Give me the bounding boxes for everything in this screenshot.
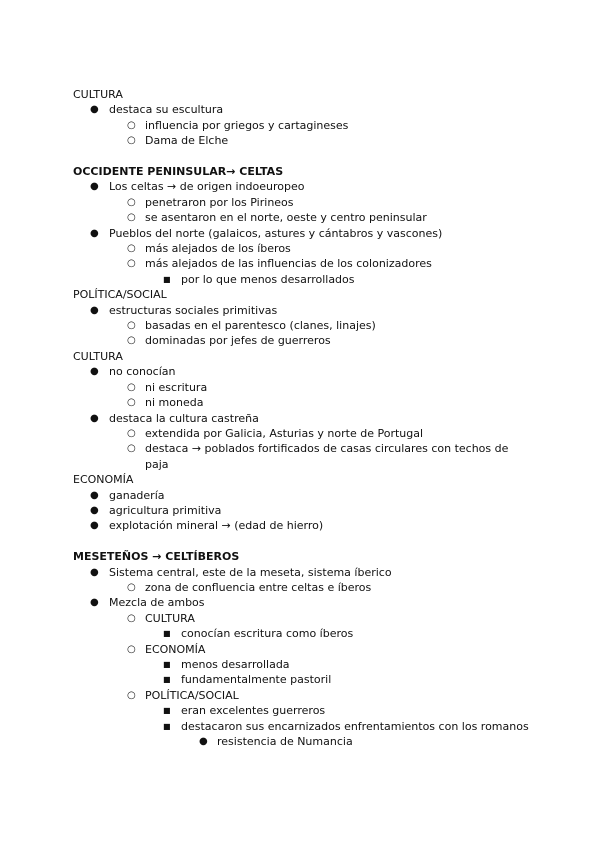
- disc-bullet-icon: ●: [90, 489, 99, 501]
- heading-text: CULTURA: [73, 88, 123, 101]
- list-item: [73, 195, 533, 210]
- list-item: [73, 102, 533, 117]
- disc-bullet-icon: ●: [90, 597, 99, 609]
- list-item-text: Los celtas → de origen indoeuropeo: [109, 180, 305, 194]
- list-item-text: más alejados de los íberos: [145, 242, 291, 256]
- section-title-celtiberos: [73, 549, 533, 564]
- document-body: [73, 87, 533, 749]
- list-item: [73, 626, 533, 641]
- list-item: [73, 272, 533, 287]
- list-item: [73, 441, 533, 472]
- list-item-text: estructuras sociales primitivas: [109, 303, 278, 317]
- circle-bullet-icon: ○: [127, 212, 136, 224]
- disc-bullet-icon: ●: [90, 504, 99, 516]
- list-item-text: fundamentalmente pastoril: [181, 673, 332, 687]
- square-bullet-icon: ■: [163, 706, 171, 716]
- list-item: [73, 595, 533, 610]
- list-item: [73, 333, 533, 348]
- circle-bullet-icon: ○: [127, 381, 136, 393]
- heading-text: CULTURA: [73, 349, 123, 363]
- disc-bullet-icon: ●: [90, 520, 99, 532]
- list-item-text: dominadas por jefes de guerreros: [145, 334, 331, 348]
- list-item: [73, 411, 533, 426]
- spacer: [73, 534, 533, 549]
- list-item: [73, 657, 533, 672]
- list-item: [73, 179, 533, 194]
- list-item-text: no conocían: [109, 365, 176, 379]
- list-item: [73, 672, 533, 687]
- list-item: [73, 380, 533, 395]
- list-item-text: Sistema central, este de la meseta, sistema íberico: [109, 565, 392, 579]
- circle-bullet-icon: ○: [127, 243, 136, 255]
- list-item-text: Dama de Elche: [145, 134, 229, 148]
- square-bullet-icon: ■: [163, 274, 171, 284]
- list-item: [73, 580, 533, 595]
- list-item-text: resistencia de Numancia: [217, 735, 353, 749]
- list-item: [73, 719, 533, 734]
- list-item: [73, 133, 533, 148]
- list-item: [73, 318, 533, 333]
- list-item: [73, 734, 533, 749]
- list-item-text: eran excelentes guerreros: [181, 704, 326, 718]
- list-item: [73, 642, 533, 657]
- section-title-celtas: [73, 164, 533, 179]
- heading-economia: [73, 472, 533, 487]
- list-item-text: destaca → poblados fortificados de casas circulares con techos de paja: [145, 442, 509, 471]
- list-item: [73, 303, 533, 318]
- heading-politica-social: [73, 287, 533, 302]
- spacer: [73, 149, 533, 164]
- list-item: [73, 256, 533, 271]
- heading-text: ECONOMÍA: [73, 473, 134, 487]
- list-item-text: agricultura primitiva: [109, 503, 222, 517]
- list-item-text: CULTURA: [145, 611, 195, 625]
- list-item: [73, 703, 533, 718]
- list-item-text: explotación mineral → (edad de hierro): [109, 519, 324, 533]
- list-item: [73, 118, 533, 133]
- list-item-text: influencia por griegos y cartagineses: [145, 118, 349, 132]
- list-item: [73, 503, 533, 518]
- circle-bullet-icon: ○: [127, 335, 136, 347]
- list-item-text: destaca la cultura castreña: [109, 411, 259, 425]
- circle-bullet-icon: ○: [127, 643, 136, 655]
- list-item-text: menos desarrollada: [181, 658, 290, 671]
- list-item-text: conocían escritura como íberos: [181, 627, 354, 641]
- list-item: [73, 364, 533, 379]
- list-item: [73, 565, 533, 580]
- square-bullet-icon: ■: [163, 629, 171, 639]
- list-item-text: zona de confluencia entre celtas e íberos: [145, 580, 372, 594]
- list-item: [73, 518, 533, 533]
- disc-bullet-icon: ●: [90, 104, 99, 116]
- list-item: [73, 688, 533, 703]
- list-item-text: más alejados de las influencias de los colonizadores: [145, 257, 432, 271]
- list-item-text: Mezcla de ambos: [109, 596, 205, 610]
- list-item-text: por lo que menos desarrollados: [181, 272, 355, 286]
- list-item-text: Pueblos del norte (galaicos, astures y cántabros y vascones): [109, 226, 443, 240]
- circle-bullet-icon: ○: [127, 258, 136, 270]
- square-bullet-icon: ■: [163, 675, 171, 685]
- list-item: [73, 226, 533, 241]
- disc-bullet-icon: ●: [90, 366, 99, 378]
- square-bullet-icon: ■: [163, 721, 171, 731]
- circle-bullet-icon: ○: [127, 581, 136, 593]
- list-item-text: ganadería: [109, 488, 165, 502]
- heading-text: POLÍTICA/SOCIAL: [73, 288, 167, 302]
- circle-bullet-icon: ○: [127, 689, 136, 701]
- heading-cultura-2: [73, 349, 533, 364]
- list-item-text: extendida por Galicia, Asturias y norte de Portugal: [145, 426, 424, 440]
- list-item-text: basadas en el parentesco (clanes, linajes): [145, 319, 376, 333]
- circle-bullet-icon: ○: [127, 135, 136, 147]
- circle-bullet-icon: ○: [127, 443, 136, 455]
- list-item-text: ni escritura: [145, 380, 208, 394]
- disc-bullet-icon: ●: [90, 304, 99, 316]
- section-title-text: OCCIDENTE PENINSULAR→ CELTAS: [73, 165, 284, 179]
- circle-bullet-icon: ○: [127, 196, 136, 208]
- disc-bullet-icon: ●: [90, 412, 99, 424]
- circle-bullet-icon: ○: [127, 397, 136, 409]
- circle-bullet-icon: ○: [127, 612, 136, 624]
- disc-bullet-icon: ●: [90, 181, 99, 193]
- list-item-text: POLÍTICA/SOCIAL: [145, 688, 239, 702]
- list-item-text: se asentaron en el norte, oeste y centro peninsular: [145, 211, 427, 225]
- circle-bullet-icon: ○: [127, 427, 136, 439]
- list-item-text: ECONOMÍA: [145, 642, 206, 656]
- list-item-text: destacaron sus encarnizados enfrentamientos con los romanos: [181, 719, 529, 733]
- list-item: [73, 395, 533, 410]
- list-item: [73, 241, 533, 256]
- list-item-text: destaca su escultura: [109, 103, 224, 117]
- list-item: [73, 488, 533, 503]
- square-bullet-icon: ■: [163, 660, 171, 669]
- disc-bullet-icon: ●: [199, 736, 208, 748]
- disc-bullet-icon: ●: [90, 227, 99, 239]
- list-item: [73, 426, 533, 441]
- list-item: [73, 611, 533, 626]
- circle-bullet-icon: ○: [127, 119, 136, 131]
- list-item-text: ni moneda: [145, 396, 204, 410]
- section-title-text: MESETEÑOS → CELTÍBEROS: [73, 550, 240, 564]
- list-item: [73, 210, 533, 225]
- list-item-text: penetraron por los Pirineos: [145, 195, 294, 209]
- disc-bullet-icon: ●: [90, 566, 99, 578]
- heading-cultura-1: [73, 87, 533, 102]
- circle-bullet-icon: ○: [127, 320, 136, 332]
